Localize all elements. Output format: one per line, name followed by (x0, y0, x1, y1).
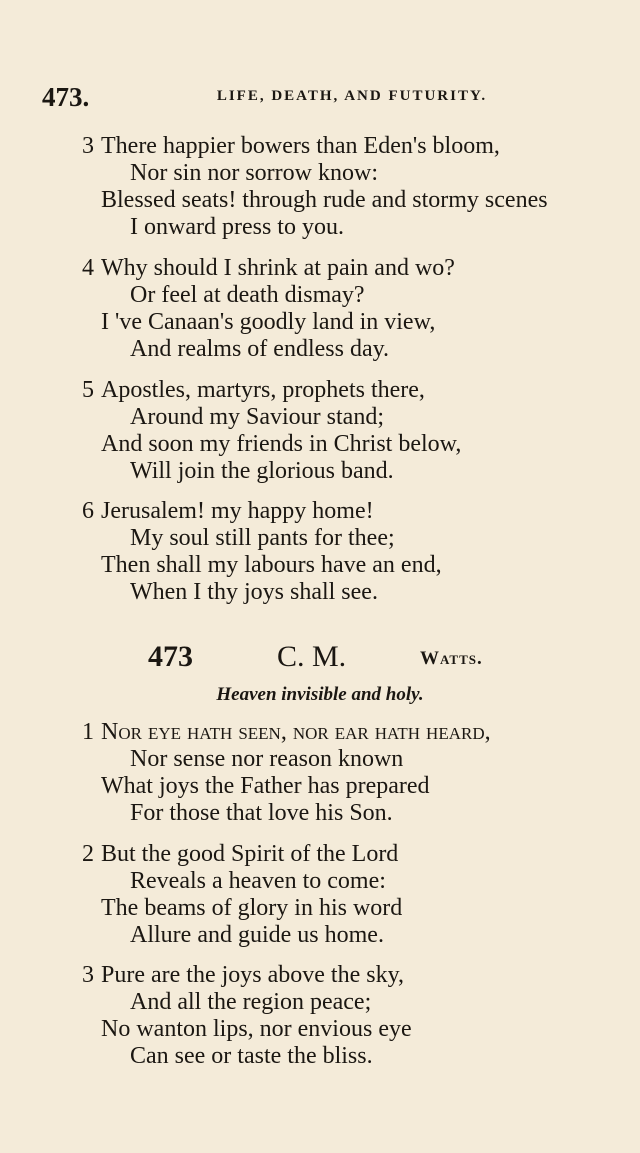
hymn-header (0, 640, 640, 676)
stanza-line: Nor eye hath seen, nor ear hath heard, (101, 719, 491, 745)
stanza-line: Then shall my labours have an end, (101, 552, 442, 578)
hymn-number: 473 (148, 640, 193, 673)
stanza-line: Will join the glorious band. (130, 458, 394, 484)
stanza-line: Jerusalem! my happy home! (101, 498, 374, 524)
hymn-subtitle: Heaven invisible and holy. (216, 684, 424, 705)
running-head (42, 82, 602, 112)
hymn-meter: C. M. (277, 640, 347, 673)
stanza-number: 2 (82, 841, 94, 867)
stanza-number: 6 (82, 498, 94, 524)
stanza-line: Nor sense nor reason known (130, 746, 404, 772)
stanza-line: My soul still pants for thee; (130, 525, 395, 551)
stanza-line: No wanton lips, nor envious eye (101, 1016, 412, 1042)
stanza-line: Around my Saviour stand; (130, 404, 384, 430)
stanza-line: I 've Canaan's goodly land in view, (101, 309, 436, 335)
stanza-number: 1 (82, 719, 94, 745)
stanza-number: 3 (82, 962, 94, 988)
stanza-line: Why should I shrink at pain and wo? (101, 255, 455, 281)
stanza-line: But the good Spirit of the Lord (101, 841, 399, 867)
stanza-line: I onward press to you. (130, 214, 344, 240)
stanza-line: Pure are the joys above the sky, (101, 962, 405, 988)
stanza-line: And soon my friends in Christ below, (101, 431, 462, 457)
stanza-line: The beams of glory in his word (101, 895, 403, 921)
running-title: LIFE, DEATH, AND FUTURITY. (216, 88, 488, 104)
stanza-line: For those that love his Son. (130, 800, 393, 826)
stanza-number: 3 (82, 133, 94, 159)
stanza-line: When I thy joys shall see. (130, 579, 378, 605)
stanza-line: And realms of endless day. (130, 336, 390, 362)
stanza-line: And all the region peace; (130, 989, 372, 1015)
stanza-line: Apostles, martyrs, prophets there, (101, 377, 425, 403)
stanza-line: Or feel at death dismay? (130, 282, 365, 308)
stanza-line: Blessed seats! through rude and stormy scenes (101, 187, 548, 213)
stanza-line: Nor sin nor sorrow know: (130, 160, 378, 186)
stanza-line: There happier bowers than Eden's bloom, (101, 133, 500, 159)
stanza-number: 5 (82, 377, 94, 403)
stanza-line: Reveals a heaven to come: (130, 868, 386, 894)
stanza-line: What joys the Father has prepared (101, 773, 430, 799)
stanza-line: Allure and guide us home. (130, 922, 384, 948)
stanza-line: Can see or taste the bliss. (130, 1043, 373, 1069)
stanza-number: 4 (82, 255, 94, 281)
page-number: 473. (42, 82, 90, 112)
hymn-author: Watts. (420, 648, 483, 669)
